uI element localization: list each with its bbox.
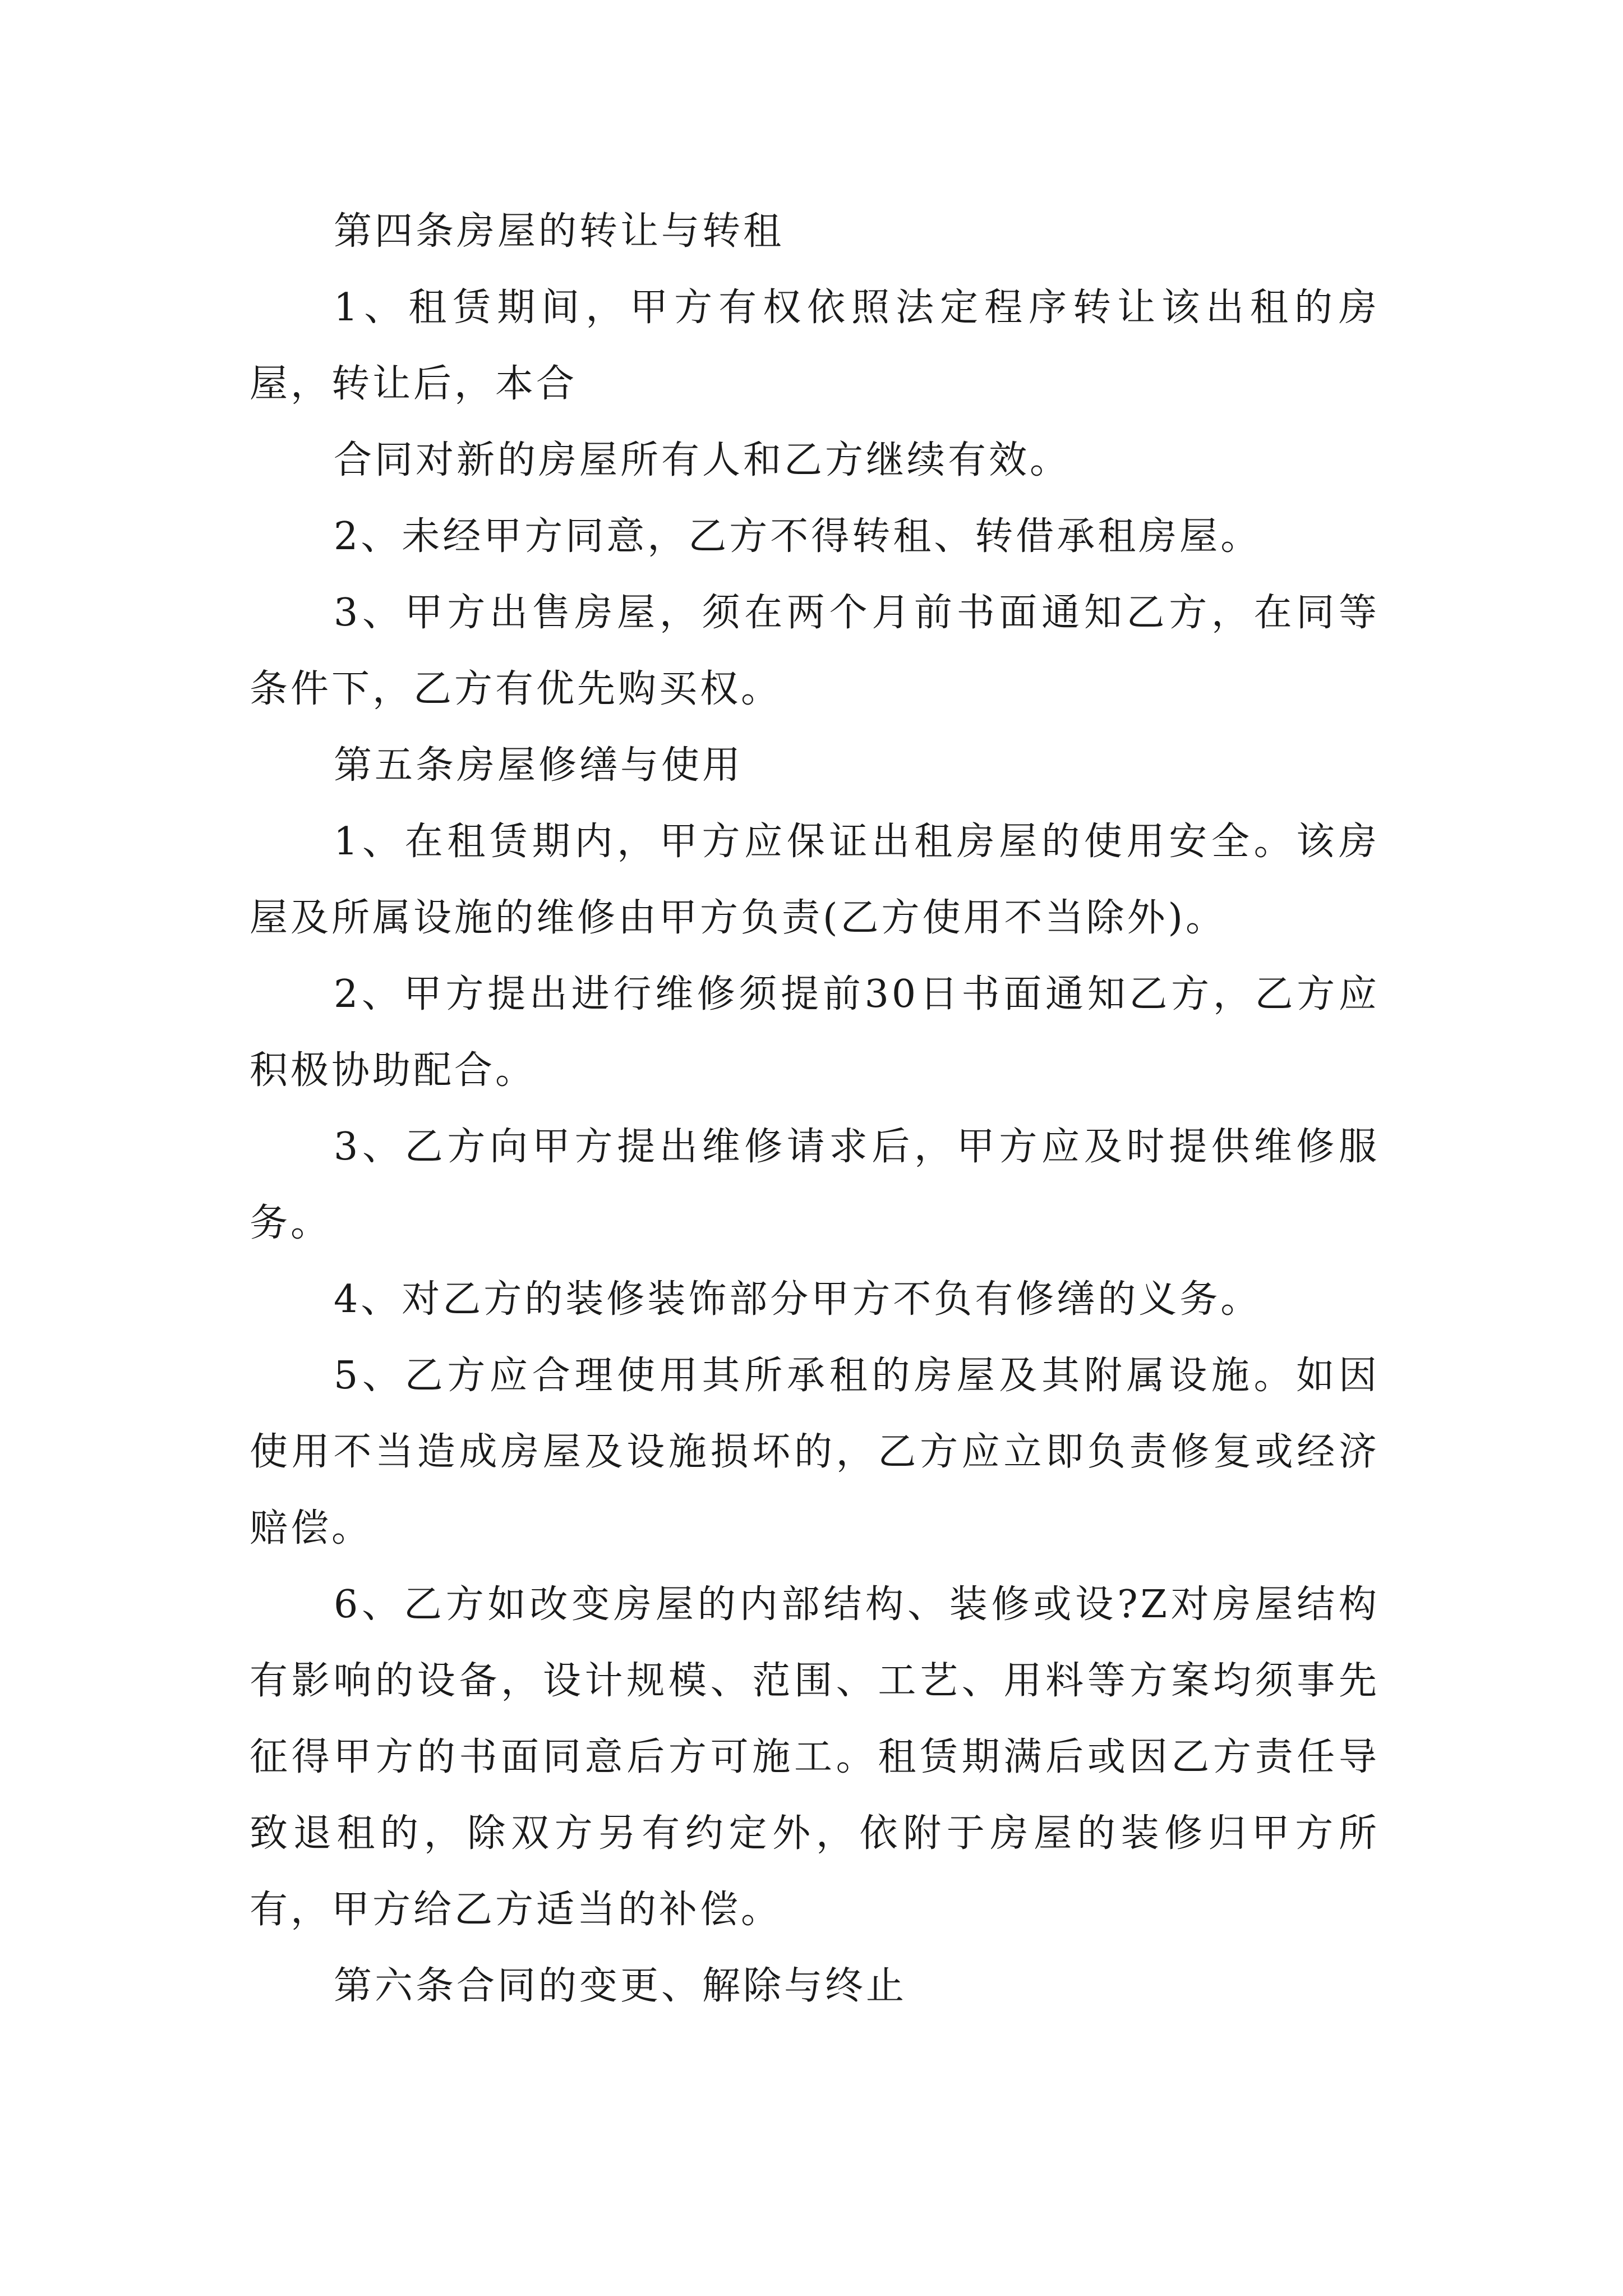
section-heading-article-5: 第五条房屋修缮与使用 — [334, 743, 744, 788]
paragraph: 5、乙方应合理使用其所承租的房屋及其附属设施。如因使用不当造成房屋及设施损坏的，乙方应立即负责修复或经济赔偿。 — [250, 1354, 1380, 1550]
paragraph: 3、乙方向甲方提出维修请求后，甲方应及时提供维修服务。 — [250, 1125, 1380, 1245]
paragraph: 2、甲方提出进行维修须提前30日书面通知乙方，乙方应积极协助配合。 — [250, 972, 1380, 1093]
paragraph: 3、甲方出售房屋，须在两个月前书面通知乙方，在同等条件下，乙方有优先购买权。 — [250, 591, 1380, 711]
document-body — [250, 194, 1380, 2024]
paragraph: 4、对乙方的装修装饰部分甲方不负有修缮的义务。 — [334, 1277, 1262, 1322]
paragraph: 合同对新的房屋所有人和乙方继续有效。 — [334, 438, 1071, 482]
paragraph: 1、在租赁期内，甲方应保证出租房屋的使用安全。该房屋及所属设施的维修由甲方负责(乙方使用不当除外)。 — [250, 820, 1380, 940]
paragraph: 6、乙方如改变房屋的内部结构、装修或设?Z对房屋结构有影响的设备，设计规模、范围、工艺、用料等方案均须事先征得甲方的书面同意后方可施工。租赁期满后或因乙方责任导致退租的，除双方另有约定外，依附于房屋的装修归甲方所有，甲方给乙方适当的补偿。 — [250, 1582, 1380, 1932]
paragraph: 1、租赁期间，甲方有权依照法定程序转让该出租的房屋，转让后，本合 — [250, 286, 1380, 406]
section-heading-article-6: 第六条合同的变更、解除与终止 — [334, 1964, 907, 2008]
section-heading-article-4: 第四条房屋的转让与转租 — [334, 209, 785, 254]
paragraph: 2、未经甲方同意，乙方不得转租、转借承租房屋。 — [334, 514, 1262, 559]
